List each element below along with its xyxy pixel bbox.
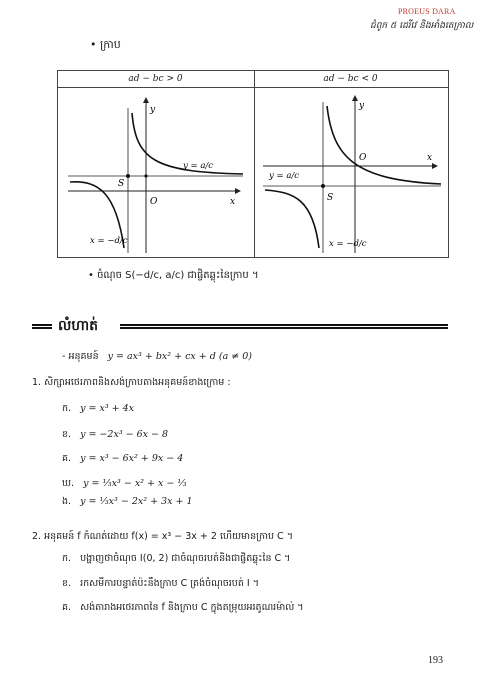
intro-function: y = ax³ + bx² + cx + d (a ≠ 0) (107, 351, 252, 362)
intro-line (62, 350, 252, 364)
exercise-title: លំហាត់ (54, 316, 102, 337)
left-branch (265, 190, 319, 248)
x-axis-label: x (427, 153, 433, 163)
right-branch (327, 106, 441, 184)
y-axis-label: y (359, 101, 365, 111)
y-axis-label: y (150, 105, 156, 115)
right-condition-header: ad − bc < 0 (253, 71, 448, 88)
left-condition-header: ad − bc > 0 (58, 71, 253, 88)
question-2-prompt: 2. អនុគមន៍ f កំណត់ដោយ f(x) = x³ − 3x + 2 ហើយមានក្រាប C ។ (32, 531, 293, 542)
q1-item-c: គ. y = x³ − 6x² + 9x − 4 (62, 453, 184, 464)
left-hyperbola-graph (58, 88, 254, 258)
symmetry-center-note: • ចំណុច S(−d/c, a/c) ជាផ្ចិតឆ្លុះនៃក្រាប ។ (88, 270, 259, 281)
q1-item-e: ង. y = ⅓x³ − 2x² + 3x + 1 (62, 496, 193, 507)
center-point (126, 174, 130, 178)
right-hyperbola-graph (255, 88, 449, 258)
q1-item-a: ក. y = x³ + 4x (62, 403, 135, 414)
h-asymptote-label: y = a/c (183, 161, 214, 171)
page-number: 193 (428, 655, 443, 666)
h-asymptote-label: y = a/c (269, 171, 300, 181)
q1-item-d: ឃ. y = ⅓x³ − x² + x − ⅓ (62, 478, 187, 489)
center-point (321, 184, 325, 188)
origin-label: O (359, 153, 367, 163)
chapter-title: ជំពូក ៥ ដេរីវេ និងអាំងតេក្រាល (370, 21, 474, 31)
origin-label: O (150, 197, 158, 207)
center-label: S (327, 193, 334, 203)
intro-prefix: - អនុគមន៍ (62, 351, 99, 362)
question-1-prompt: 1. សិក្សាអថេរភាពនិងសង់ក្រាបតាងអនុគមន៍ខាងក្រោម : (32, 377, 231, 388)
exercise-section-header (32, 320, 448, 334)
v-asymptote-label: x = −d/c (329, 239, 367, 249)
q2-item-b: ខ. រកសមីការបន្ទាត់ប៉ះនឹងក្រាប C ត្រង់ចំណុចរបត់ I ។ (62, 578, 259, 589)
q1-item-b: ខ. y = −2x³ − 6x − 8 (62, 429, 169, 440)
center-label: S (118, 179, 125, 189)
graph-heading: • ក្រាប (90, 38, 121, 51)
v-asymptote-label: x = −d/c (90, 236, 128, 246)
x-axis-label: x (230, 197, 236, 207)
brand-label: PROEUS DARA (398, 7, 456, 16)
q2-item-c: គ. សង់តារាងអថេរភាពនៃ f និងក្រាប C ក្នុងតម្រុយអរតូណរម៉ាល់ ។ (62, 602, 304, 613)
q2-item-a: ក. បង្ហាញថាចំណុច I(0, 2) ជាចំណុចរបត់និងជាផ្ចិតឆ្លុះនៃ C ។ (62, 553, 291, 564)
graph-table (57, 70, 449, 258)
